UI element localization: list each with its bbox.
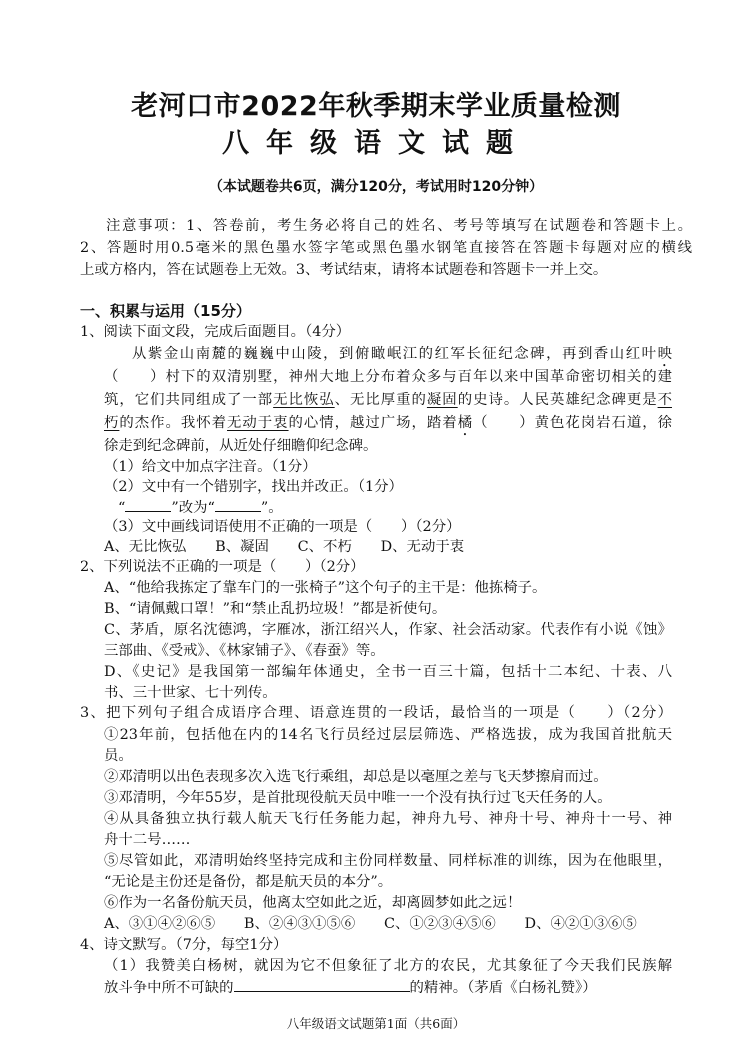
underlined-phrase: 凝固 (426, 392, 458, 408)
notice-line-1: 注意事项：1、答卷前，考生务必将自己的姓名、考号等填写在试题卷和答题卡上。 (106, 218, 692, 234)
q2-stem: 2、下列说法不正确的一项是（ ）（2分） (80, 559, 365, 575)
q2-option-a: A、“他给我拣定了靠车门的一张椅子”这个句子的主干是：他拣椅子。 (104, 580, 547, 596)
notice-line-2: 2、答题时用0.5毫米的黑色墨水签字笔或黑色墨水钢笔直接答在答题卡每题对应的横线 (80, 240, 692, 256)
q1-sub-2: （2）文中有一个错别字，找出并改正。（1分） (104, 479, 403, 495)
q1-options: A、无比恢弘 B、凝固 C、不朽 D、无动于衷 (104, 539, 465, 555)
underlined-phrase: 不 (657, 392, 672, 408)
q2-option-c: C、茅盾，原名沈德鸿，字雁冰，浙江绍兴人，作家、社会活动家。代表作有小说《蚀》 (104, 622, 672, 638)
section-heading: 一、积累与运用（15分） (80, 302, 251, 320)
q1-sub-2-answer: “ ”改为“ ”。 (118, 497, 283, 518)
exam-meta: （本试题卷共6页，满分120分，考试用时120分钟） (208, 179, 544, 195)
q3-item-6: ⑥作为一名备份航天员，他离太空如此之近，却离圆梦如此之远！ (104, 895, 522, 911)
q4-stem: 4、诗文默写。（7分，每空1分） (80, 937, 288, 953)
q1-passage-line-1: 从紫金山南麓的巍巍中山陵，到俯瞰岷江的红军长征纪念碑，再到香山红叶映 (132, 346, 672, 362)
underlined-phrase: 朽 (104, 415, 120, 431)
q1-sub-1: （1）给文中加点字注音。（1分） (104, 459, 317, 475)
dotted-char: 映 (657, 346, 672, 362)
q3-item-4: ④从具备独立执行载人航天飞行任务能力起，神舟九号、神舟十号、神舟十一号、神 (104, 811, 672, 827)
q4-line-2: 放斗争中所不可缺的 的精神。（茅盾《白杨礼赞》） (104, 977, 597, 998)
q2-option-d: D、《史记》是我国第一部编年体通史，全书一百三十篇，包括十二本纪、十表、八 (104, 664, 672, 680)
answer-blank[interactable] (125, 497, 171, 512)
q1-passage-line-5: 徐走到纪念碑前，从近处仔细瞻仰纪念碑。 (104, 438, 378, 454)
q3-stem: 3、把下列句子组合成语序合理、语意连贯的一段话，最恰当的一项是（ ）（2分） (80, 705, 672, 721)
underlined-phrase: 无动于衷 (227, 415, 289, 431)
exam-subtitle: 八年级语文试题 (222, 128, 530, 159)
q3-item-4-cont: 舟十二号…… (104, 832, 191, 848)
q3-options: A、③①④②⑥⑤ B、②④③①⑤⑥ C、①②③④⑤⑥ D、④②①③⑥⑤ (104, 916, 637, 932)
q2-option-b: B、“请佩戴口罩！”和“禁止乱扔垃圾！”都是祈使句。 (104, 601, 447, 617)
underlined-phrase: 无比恢弘 (273, 392, 335, 408)
q1-passage-line-3: 筑，它们共同组成了一部无比恢弘、无比厚重的凝固的史诗。人民英雄纪念碑更是不 (104, 392, 672, 408)
dotted-char: 橘 (457, 415, 474, 431)
q3-item-5: ⑤尽管如此，邓清明始终坚持完成和主份同样数量、同样标准的训练，因为在他眼里， (104, 853, 672, 869)
q3-item-1: ①23年前，包括他在内的14名飞行员经过层层筛选、严格选拔，成为我国首批航天 (104, 727, 672, 743)
q3-item-2: ②邓清明以出色表现多次入选飞行乘组，却总是以毫厘之差与飞天梦擦肩而过。 (104, 769, 608, 785)
q3-item-1-cont: 员。 (104, 748, 133, 764)
q1-passage-line-4: 朽的杰作。我怀着无动于衷的心情，越过广场，踏着橘（ ）黄色花岗岩石道，徐 (104, 415, 672, 431)
q1-sub-3: （3）文中画线词语使用不正确的一项是（ ）（2分） (104, 519, 461, 535)
page-footer: 八年级语文试题第1面（共6面） (286, 1016, 466, 1031)
q2-option-c-cont: 三部曲、《受戒》、《林家铺子》、《春蚕》等。 (104, 643, 385, 659)
q4-line-1: （1）我赞美白杨树，就因为它不但象征了北方的农民，尤其象征了今天我们民族解 (104, 958, 672, 974)
notice-line-3: 上或方格内，答在试题卷上无效。3、考试结束，请将本试题卷和答题卡一并上交。 (80, 262, 608, 278)
q1-passage-line-2: （ ）村下的双清别墅，神州大地上分布着众多与百年以来中国革命密切相关的建 (104, 369, 672, 385)
exam-title: 老河口市2022年秋季期末学业质量检测 (131, 91, 621, 122)
q3-item-3: ③邓清明，今年55岁，是首批现役航天员中唯一一个没有执行过飞天任务的人。 (104, 790, 612, 806)
q2-option-d-cont: 书、三十世家、七十列传。 (104, 685, 277, 701)
q3-item-5-cont: “无论是主份还是备份，都是航天员的本分”。 (104, 874, 393, 890)
answer-blank[interactable] (234, 977, 410, 992)
answer-blank[interactable] (215, 497, 261, 512)
q1-stem: 1、阅读下面文段，完成后面题目。（4分） (80, 324, 351, 340)
